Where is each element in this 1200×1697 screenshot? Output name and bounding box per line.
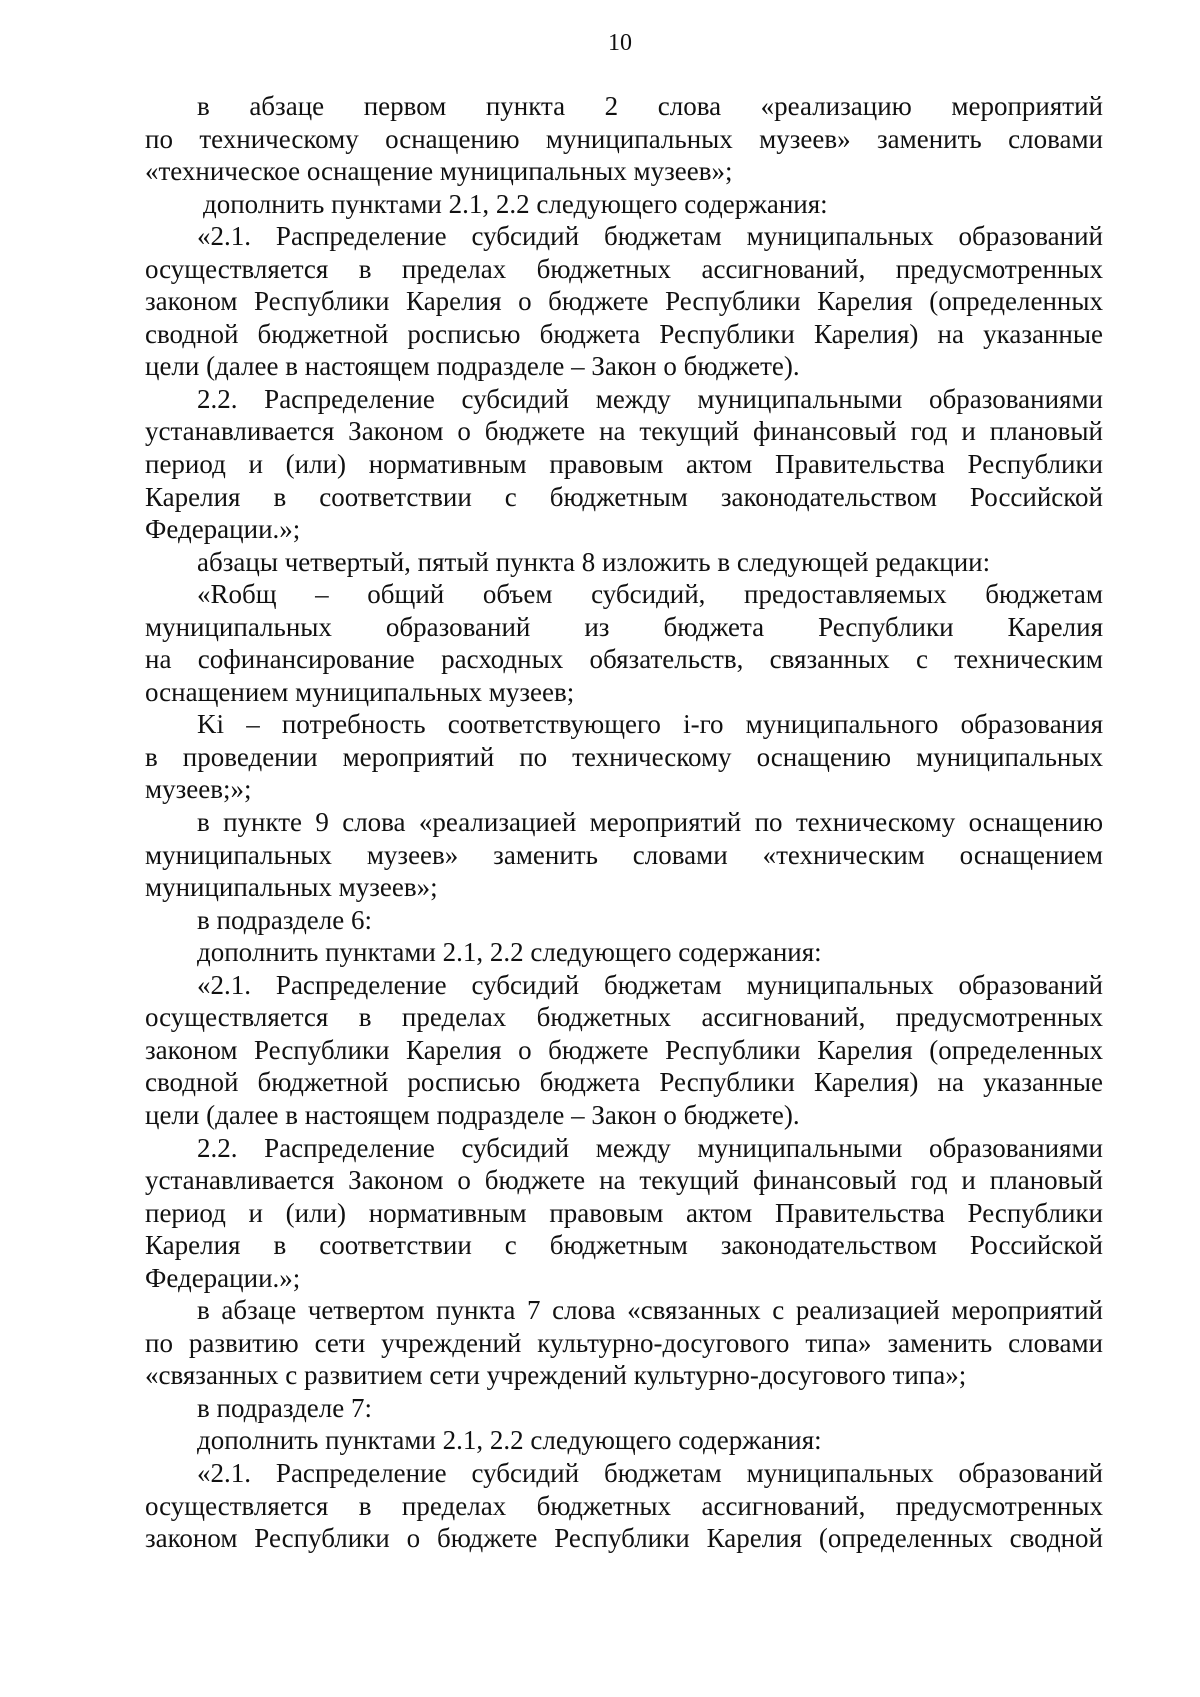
text-line: муниципальных образований из бюджета Республики Карелия [145, 611, 1103, 642]
text-line: осуществляется в пределах бюджетных ассигнований, предусмотренных [145, 1490, 1103, 1521]
document-body [145, 90, 1103, 1555]
text-line: 2.2. Распределение субсидий между муниципальными образованиями [197, 383, 1103, 414]
page-number: 10 [608, 30, 632, 56]
text-line: музеев;»; [145, 774, 252, 805]
paragraph [145, 188, 1103, 221]
text-line: «связанных с развитием сети учреждений культурно-досугового типа»; [145, 1360, 967, 1391]
paragraph [145, 1132, 1103, 1295]
paragraph [145, 806, 1103, 904]
paragraph [145, 383, 1103, 546]
text-line: дополнить пунктами 2.1, 2.2 следующего содержания: [197, 937, 822, 968]
text-line: Федерации.»; [145, 1262, 301, 1293]
text-line: на софинансирование расходных обязательств, связанных с техническим [145, 644, 1103, 675]
paragraph [145, 1294, 1103, 1392]
text-line: в пункте 9 слова «реализацией мероприятий по техническому оснащению [197, 807, 1103, 838]
text-line: осуществляется в пределах бюджетных ассигнований, предусмотренных [145, 253, 1103, 284]
text-line: законом Республики Карелия о бюджете Республики Карелия (определенных [145, 286, 1103, 317]
text-line: «2.1. Распределение субсидий бюджетам муниципальных образований [197, 969, 1103, 1000]
text-line: абзацы четвертый, пятый пункта 8 изложить в следующей редакции: [197, 546, 991, 577]
paragraph [145, 1392, 1103, 1425]
text-line: в абзаце первом пункта 2 слова «реализацию мероприятий [197, 91, 1103, 121]
text-line: сводной бюджетной росписью бюджета Республики Карелия) на указанные [145, 318, 1103, 349]
text-line: Ki – потребность соответствующего i-го муниципального образования [197, 709, 1103, 740]
text-line: устанавливается Законом о бюджете на текущий финансовый год и плановый [145, 1165, 1103, 1196]
paragraph [145, 969, 1103, 1132]
text-line: осуществляется в пределах бюджетных ассигнований, предусмотренных [145, 1002, 1103, 1033]
text-line: сводной бюджетной росписью бюджета Республики Карелия) на указанные [145, 1067, 1103, 1098]
text-line: Карелия в соответствии с бюджетным законодательством Российской [145, 481, 1103, 512]
text-line: законом Республики Карелия о бюджете Республики Карелия (определенных [145, 1034, 1103, 1065]
text-line: оснащением муниципальных музеев; [145, 676, 575, 707]
paragraph [145, 578, 1103, 708]
text-line: «техническое оснащение муниципальных музеев»; [145, 156, 733, 187]
text-line: 2.2. Распределение субсидий между муниципальными образованиями [197, 1132, 1103, 1163]
text-line: дополнить пунктами 2.1, 2.2 следующего содержания: [203, 188, 828, 219]
text-line: период и (или) нормативным правовым актом Правительства Республики [145, 449, 1103, 480]
text-line: законом Республики о бюджете Республики Карелия (определенных сводной [145, 1523, 1103, 1554]
text-line: в подразделе 6: [197, 904, 372, 935]
text-line: в абзаце четвертом пункта 7 слова «связанных с реализацией мероприятий [197, 1295, 1103, 1326]
text-line: «2.1. Распределение субсидий бюджетам муниципальных образований [197, 221, 1103, 252]
text-line: по техническому оснащению муниципальных музеев» заменить словами [145, 123, 1103, 154]
paragraph [145, 220, 1103, 383]
text-line: «Rобщ – общий объем субсидий, предоставляемых бюджетам [197, 579, 1103, 610]
text-line: по развитию сети учреждений культурно-досугового типа» заменить словами [145, 1327, 1103, 1358]
text-line: муниципальных музеев» заменить словами «техническим оснащением [145, 839, 1103, 870]
text-line: муниципальных музеев»; [145, 872, 438, 903]
text-line: период и (или) нормативным правовым актом Правительства Республики [145, 1197, 1103, 1228]
paragraph [145, 936, 1103, 969]
text-line: Федерации.»; [145, 514, 301, 545]
paragraph [145, 1424, 1103, 1457]
text-line: в проведении мероприятий по техническому оснащению муниципальных [145, 741, 1103, 772]
text-line: устанавливается Законом о бюджете на текущий финансовый год и плановый [145, 416, 1103, 447]
text-line: в подразделе 7: [197, 1392, 372, 1423]
paragraph [145, 1457, 1103, 1555]
paragraph [145, 90, 1103, 188]
paragraph [145, 546, 1103, 579]
text-line: дополнить пунктами 2.1, 2.2 следующего содержания: [197, 1425, 822, 1456]
paragraph [145, 904, 1103, 937]
text-line: «2.1. Распределение субсидий бюджетам муниципальных образований [197, 1457, 1103, 1488]
paragraph [145, 708, 1103, 806]
text-line: Карелия в соответствии с бюджетным законодательством Российской [145, 1230, 1103, 1261]
text-line: цели (далее в настоящем подразделе – Закон о бюджете). [145, 1099, 800, 1130]
text-line: цели (далее в настоящем подразделе – Закон о бюджете). [145, 351, 800, 382]
